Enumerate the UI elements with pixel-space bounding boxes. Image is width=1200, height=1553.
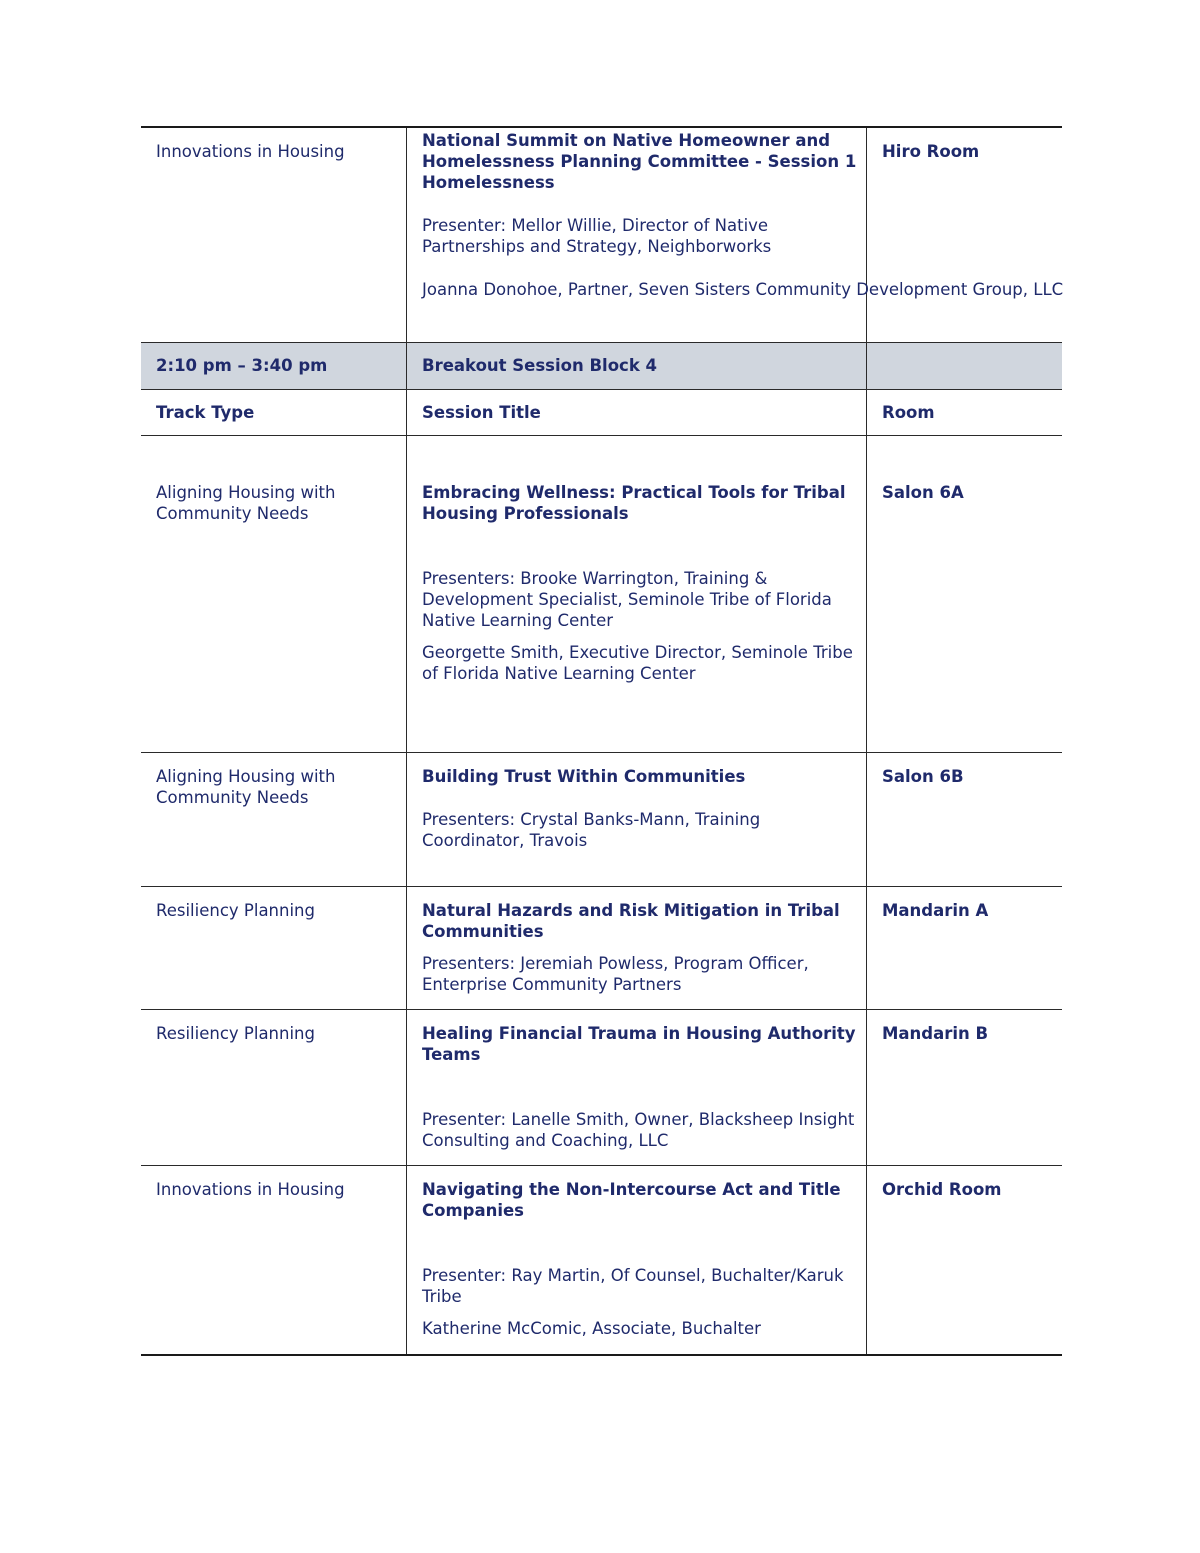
presenter: Presenter: Lanelle Smith, Owner, Blacksheep Insight Consulting and Coaching, LLC [422,1109,855,1150]
presenter: Joanna Donohoe, Partner, Seven Sisters Community Development Group, LLC [422,280,1064,299]
room: Salon 6A [882,482,964,502]
table-row [141,1009,1062,1165]
header-track: Track Type [156,402,255,422]
presenter: Presenters: Brooke Warrington, Training & Development Specialist, Seminole Tribe of Florida Native Learning Center [422,568,832,630]
header-title: Session Title [422,402,541,422]
schedule-table [141,126,1062,1356]
room: Mandarin B [882,1023,989,1043]
table-row [141,1165,1062,1355]
session-title: Natural Hazards and Risk Mitigation in Tribal Communities [422,900,840,941]
header-row [141,389,1062,435]
presenter: Presenter: Mellor Willie, Director of Native Partnerships and Strategy, Neighborworks [422,216,772,256]
table-row [141,127,1062,342]
track-type: Aligning Housing with Community Needs [156,482,336,523]
session-title: Navigating the Non-Intercourse Act and Title Companies [422,1179,841,1220]
room: Mandarin A [882,900,989,920]
track-type: Innovations in Housing [156,142,345,161]
room: Orchid Room [882,1179,1002,1199]
presenter: Presenters: Crystal Banks-Mann, Training Coordinator, Travois [422,809,761,850]
session-title: Embracing Wellness: Practical Tools for Tribal Housing Professionals [422,482,846,523]
block-label: Breakout Session Block 4 [422,356,658,375]
session-title: Healing Financial Trauma in Housing Authority Teams [422,1023,856,1064]
table-row [141,886,1062,1009]
track-type: Innovations in Housing [156,1179,345,1199]
room: Salon 6B [882,766,964,786]
presenter: Katherine McComic, Associate, Buchalter [422,1318,761,1338]
room: Hiro Room [882,142,980,161]
presenter: Georgette Smith, Executive Director, Seminole Tribe of Florida Native Learning Center [422,642,853,683]
session-title: National Summit on Native Homeowner and Homelessness Planning Committee - Session 1 Homelessness [422,131,857,192]
table-row [141,435,1062,752]
table-row [141,752,1062,886]
session-title: Building Trust Within Communities [422,766,746,786]
block-time: 2:10 pm – 3:40 pm [156,356,328,375]
track-type: Resiliency Planning [156,900,315,920]
track-type: Resiliency Planning [156,1023,315,1043]
block-row [141,342,1062,389]
presenter: Presenter: Ray Martin, Of Counsel, Buchalter/Karuk Tribe [422,1265,844,1306]
presenter: Presenters: Jeremiah Powless, Program Officer, Enterprise Community Partners [422,953,809,994]
header-room: Room [882,402,935,422]
track-type: Aligning Housing with Community Needs [156,766,336,807]
